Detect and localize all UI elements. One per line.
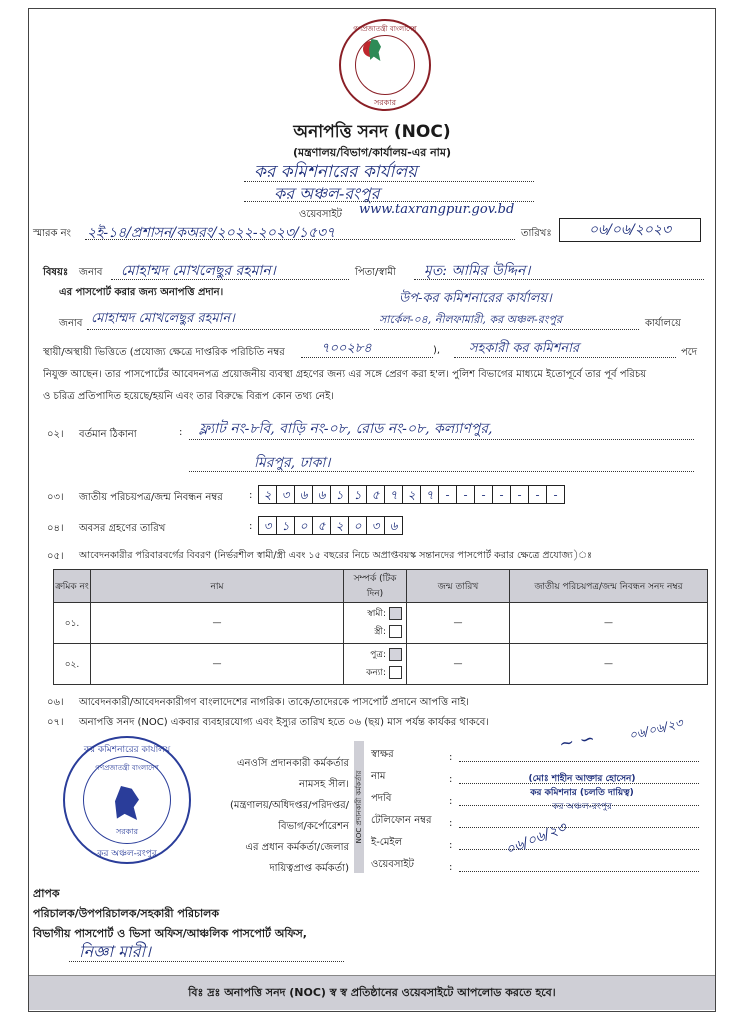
nid-digit: ৭ <box>420 485 439 504</box>
subject-name: মোহাম্মদ মোখলেছুর রহমান। <box>121 263 276 279</box>
nid-boxes <box>259 485 565 504</box>
nid-digit: - <box>510 485 529 504</box>
nid-digit: ৬ <box>294 485 313 504</box>
table-row <box>54 644 708 685</box>
retire-label: অবসর গ্রহণের তারিখ <box>79 523 166 534</box>
nid-digit: ১ <box>348 485 367 504</box>
col-dob: জন্ম তারিখ <box>407 570 510 603</box>
item-04-number: ০৪। <box>47 523 64 534</box>
tax-office-seal-icon <box>63 736 191 864</box>
date-label: তারিখঃ <box>521 228 552 239</box>
retire-digit: ৩ <box>366 516 385 535</box>
field-phone: টেলিফোন নম্বর <box>371 815 432 826</box>
item-07-number: ০৭। <box>47 717 64 728</box>
col-serial: ক্রমিক নং <box>54 570 91 603</box>
field-name: নাম <box>371 771 386 782</box>
cell-nid: — <box>510 603 708 644</box>
post-suffix: পদে <box>681 347 698 358</box>
memo-date: ০৬/০৬/২০২৩ <box>559 218 701 242</box>
recipient-line1: পরিচালক/উপপরিচালক/সহকারী পরিচালক <box>33 907 220 920</box>
wife-checkbox[interactable] <box>389 625 402 638</box>
officer-office-stamp: কর অঞ্চল-রংপুর <box>552 802 612 812</box>
id-prefix: স্থায়ী/অস্থায়ী ভিত্তিতে (প্রযোজ্য ক্ষেত্রে দাপ্তরিক পরিচিতি নম্বর <box>43 347 285 358</box>
nid-digit: ২ <box>402 485 421 504</box>
signature-date: ০৬/০৬/২৩ <box>627 715 685 743</box>
retire-digit: ০ <box>294 516 313 535</box>
body-line4: ও চরিত্র প্রতিপাদিত হয়েছে/হয়নি এবং তার বিরুদ্ধে বিরূপ কোন তথ্য নেই। <box>43 391 334 402</box>
field-post: পদবি <box>371 793 392 804</box>
government-seal-icon <box>339 19 431 111</box>
office-name-line1: কর কমিশনারের কার্যালয় <box>254 162 418 182</box>
officer-description: এনওসি প্রদানকারী কর্মকর্তার নামসহ সীল। (মন্ত্রণালয়/অধিদপ্তর/পরিদপ্তর/ বিভাগ/কর্পোরেশন এর প্রধান কর্মকর্তা/জেলার দায়িত্বপ্রাপ্ত কর্মকর্তা) <box>229 758 349 874</box>
rel-wife-label: স্ত্রী: <box>374 627 386 637</box>
seal-office-text: কর কমিশনারের কার্যালয় <box>83 745 171 755</box>
nid-digit: ৩ <box>276 485 295 504</box>
father-label: পিতা/স্বামী <box>355 267 396 278</box>
item-06-number: ০৬। <box>47 697 64 708</box>
family-table <box>53 569 708 685</box>
subject-purpose: এর পাসপোর্ট করার জন্য অনাপত্তি প্রদান। <box>59 287 224 298</box>
item-02-number: ০২। <box>47 429 64 440</box>
nid-digit: ৫ <box>366 485 385 504</box>
office-suffix: কার্যালয়ে <box>645 318 681 329</box>
office-name-line2: কর অঞ্চল-রংপুর <box>274 184 380 203</box>
retire-digit: ৩ <box>258 516 277 535</box>
officer-name-stamp: (মোঃ শাহীন আক্তার হোসেন) <box>528 774 636 784</box>
item-05-number: ০৫। <box>47 551 64 562</box>
body-line3: নিযুক্ত আছেন। তার পাসপোর্টের আবেদনপত্র প্রয়োজনীয় ব্যবস্থা গ্রহণের জন্য এর সঙ্গে প্রেরণ করা হ'ল। পুলিশ বিভাগের মাধ্যমে ইতোপূর্বে তার পূর্ব পরিচয় <box>43 369 647 380</box>
website-label: ওয়েবসাইট <box>299 209 342 220</box>
nid-digit: - <box>492 485 511 504</box>
husband-checkbox[interactable] <box>389 607 402 620</box>
field-web: ওয়েবসাইট <box>371 859 414 870</box>
cell-name: — <box>91 603 344 644</box>
second-signature: ০৬/০৬/২৩ <box>503 819 569 859</box>
rel-daughter-label: কন্যা: <box>366 668 386 678</box>
office-handwritten-2: সার্কেল-০৪, নীলফামারী, কর অঞ্চল-রংপুর <box>379 313 562 326</box>
body-janab: জনাব <box>59 318 83 329</box>
nid-digit: - <box>456 485 475 504</box>
memo-label: স্মারক নং <box>33 228 71 239</box>
retire-digit: ২ <box>330 516 349 535</box>
daughter-checkbox[interactable] <box>389 666 402 679</box>
cell-dob: — <box>407 644 510 685</box>
seal-sarkar-text: সরকার <box>115 827 138 836</box>
table-row <box>54 603 708 644</box>
nid-digit: ৭ <box>384 485 403 504</box>
nid-digit: ১ <box>330 485 349 504</box>
field-sign: স্বাক্ষর <box>371 749 394 760</box>
nid-digit: - <box>528 485 547 504</box>
col-name: নাম <box>91 570 344 603</box>
memo-value: ২ই-১৪/প্রশাসন/কঅরং/২০২২-২০২৩/১৫৩৭ <box>87 225 336 241</box>
page-title: অনাপত্তি সনদ (NOC) <box>293 122 451 142</box>
officer-post-stamp: কর কমিশনার (চলতি দায়িত্ব) <box>530 788 634 798</box>
retire-digit: ৬ <box>384 516 403 535</box>
nid-digit: ৬ <box>312 485 331 504</box>
nid-digit: ২ <box>258 485 277 504</box>
nid-digit: - <box>474 485 493 504</box>
retire-digit: ৫ <box>312 516 331 535</box>
col-relation: সম্পর্ক (টিক দিন) <box>344 570 407 603</box>
nid-label: জাতীয় পরিচয়পত্র/জন্ম নিবন্ধন নম্বর <box>79 492 223 503</box>
validity-text: অনাপত্তি সনদ (NOC) একবার ব্যবহারযোগ্য এবং ইস্যুর তারিখ হতে ০৬ (ছয়) মাস পর্যন্ত কার্যকর থাকবে। <box>79 717 489 728</box>
col-nid: জাতীয় পরিচয়পত্র/জন্ম নিবন্ধন সনদ নম্বর <box>510 570 708 603</box>
cell-nid: — <box>510 644 708 685</box>
recipient-place: নিজ্ঞা মারী। <box>79 942 151 961</box>
subject-label: বিষয়ঃ <box>43 267 69 278</box>
retire-digit: ০ <box>348 516 367 535</box>
recipient-line2: বিভাগীয় পাসপোর্ট ও ভিসা অফিস/আঞ্চলিক পাসপোর্ট অফিস, <box>33 927 307 940</box>
rel-husband-label: স্বামী: <box>367 609 386 619</box>
family-label: আবেদনকারীর পরিবারবর্গের বিবরণ (নির্ভরশীল স্বামী/স্ত্রী এবং ১৫ বছরের নিচে অপ্রাপ্তবয়স্ক সন্তানদের পাসপোর্ট করার ক্ষেত্রে প্রযোজ্য)ঃ <box>79 550 593 561</box>
cell-serial: ০১. <box>54 603 91 644</box>
address-label: বর্তমান ঠিকানা <box>79 429 137 440</box>
retire-digit: ১ <box>276 516 295 535</box>
father-name: মৃত: আমির উদ্দিন। <box>424 263 531 279</box>
recipient-label: প্রাপক <box>33 887 60 900</box>
address-line2: মিরপুর, ঢাকা। <box>254 455 331 471</box>
citizen-text: আবেদনকারী/আবেদনকারীগণ বাংলাদেশের নাগরিক। তাকে/তাদেরকে পাসপোর্ট প্রদানে আপত্তি নাই। <box>79 697 470 708</box>
id-number: ৭০০২৮৪ <box>321 341 372 356</box>
page-subtitle: (মন্ত্রণালয়/বিভাগ/কার্যালয়-এর নাম) <box>293 146 451 159</box>
office-handwritten-1: উপ-কর কমিশনারের কার্যালয়। <box>399 291 552 306</box>
address-line1: ফ্ল্যাট নং-৮বি, বাড়ি নং-০৮, রোড নং-০৮, কল্যাণপুর, <box>199 421 493 437</box>
noc-form-page: গণপ্রজাতন্ত্রী বাংলাদেশ সরকার অনাপত্তি সনদ (NOC) (মন্ত্রণালয়/বিভাগ/কার্যালয়-এর নাম) কর কমিশনারের কার্যালয় কর অঞ্চল-রংপুর ওয়েবসাইট www.taxrangpur.gov.bd স্মারক নং ২ই-১৪/প্রশাসন/কঅরং/২০২২-২০২৩/১৫৩৭ তারিখঃ ০৬/০৬/২০২৩ বিষয়ঃ জনাব মোহাম্মদ মোখলেছুর রহমান। পিতা/স্বামী মৃত: আমির উদ্দিন। এর পাসপোর্ট করার জন্য অনাপত্তি প্রদান। উপ-কর কমিশনারের কার্যালয়। জনাব মোহাম্মদ মোখলেছুর রহমান। সার্কেল-০৪, নীলফামারী, কর অঞ্চল-রংপুর কার্যালয়ে স্থায়ী/অস্থায়ী ভিত্তিতে (প্রযোজ্য ক্ষেত্রে দাপ্তরিক পরিচিতি নম্বর ৭০০২৮৪ ), সহকারী কর কমিশনার পদে নিযুক্ত আছেন। তার পাসপোর্টের আবেদনপত্র প্রয়োজনীয় ব্যবস্থা গ্রহণের জন্য এর সঙ্গে প্রেরণ করা হ'ল। পুলিশ বিভাগের মাধ্যমে ইতোপূর্বে তার পূর্ব পরিচয় ও চরিত্র প্রতিপাদিত হয়েছে/হয়নি এবং তার বিরুদ্ধে বিরূপ কোন তথ্য নেই। ০২। বর্তমান ঠিকানা : ফ্ল্যাট নং-৮বি, বাড়ি নং-০৮, রোড নং-০৮, কল্যাণপুর, মিরপুর, ঢাকা। ০৩। জাতীয় পরিচয়পত্র/জন্ম নিবন্ধন নম্বর : ২ ৩ ৬ ৬ ১ ১ ৫ ৭ ২ ৭ - - - - - - - ০৪। অবসর গ্রহণের তারিখ : ৩ ১ ০ ৫ ২ ০ ৩ ৬ ০৫। আবেদনকারীর পরিবারবর্গের বিবরণ (নির্ভরশীল স্বামী/স্ত্রী এবং ১৫ বছরের নিচে অপ্রাপ্তবয়স্ক সন্তানদের পাসপোর্ট করার ক্ষেত্রে প্রযোজ্য)ঃ ক্রমিক নং নাম সম্পর্ক (টিক দিন) জন্ম তারিখ জাতীয় পরিচয়পত্র/জন্ম নিবন্ধন সনদ নম্বর ০১. — স্বামী: স্ত্রী: — — ০২. — পুত্র: কন্যা: — — ০৬। আবেদনকারী/আবেদনকারীগণ বাংলাদেশের নাগরিক। তাকে/তাদেরকে পাসপোর্ট প্রদানে আপত্তি নাই। ০৭। অনাপত্তি সনদ (NOC) একবার ব্যবহারযোগ্য এবং ইস্যুর তারিখ হতে ০৬ (ছয়) মাস পর্যন্ত কার্যকর থাকবে। কর কমিশনারের কার্যালয় গণপ্রজাতন্ত্রী বাংলাদেশ সরকার কর অঞ্চল-রংপুর এনওসি প্রদানকারী কর্মকর্তার নামসহ সীল। (মন্ত্রণালয়/অধিদপ্তর/পরিদপ্তর/ বিভাগ/কর্পোরেশন এর প্রধান কর্মকর্তা/জেলার দায়িত্বপ্রাপ্ত কর্মকর্তা) NOC প্রদানকারী কর্মকর্তার স্বাক্ষর নাম পদবি টেলিফোন নম্বর ই-মেইল ওয়েবসাইট : : : : : : ~ ∽ ০৬/০৬/২৩ (মোঃ শাহীন আক্তার হোসেন) কর কমিশনার (চলতি দায়িত্ব) কর অঞ্চল-রংপুর ০৬/০৬/২৩ প্রাপক পরিচালক/উপপরিচালক/সহকারী পরিচালক বিভাগীয় পাসপোর্ট ও ভিসা অফিস/আঞ্চলিক পাসপোর্ট অফিস, নিজ্ঞা মারী। বিঃ দ্রঃ অনাপত্তি সনদ (NOC) স্ব স্ব প্রতিষ্ঠানের ওয়েবসাইটে আপলোড করতে হবে। <box>28 8 716 1012</box>
body-name: মোহাম্মদ মোখলেছুর রহমান। <box>91 311 235 326</box>
seal-country-text: গণপ্রজাতন্ত্রী বাংলাদেশ <box>95 764 159 772</box>
footer-note: বিঃ দ্রঃ অনাপত্তি সনদ (NOC) স্ব স্ব প্রতিষ্ঠানের ওয়েবসাইটে আপলোড করতে হবে। <box>29 975 715 1010</box>
item-03-number: ০৩। <box>47 492 64 503</box>
nid-digit: - <box>546 485 565 504</box>
rel-son-label: পুত্র: <box>370 650 386 660</box>
noc-officer-band: NOC প্রদানকারী কর্মকর্তার <box>354 741 364 873</box>
subject-janab: জনাব <box>79 267 103 278</box>
nid-digit: - <box>438 485 457 504</box>
cell-serial: ০২. <box>54 644 91 685</box>
website-value: www.taxrangpur.gov.bd <box>359 202 515 217</box>
retire-date-boxes <box>259 516 403 535</box>
field-email: ই-মেইল <box>371 837 403 848</box>
seal-text-bottom: সরকার <box>373 98 396 107</box>
son-checkbox[interactable] <box>389 648 402 661</box>
cell-name: — <box>91 644 344 685</box>
seal-zone-text: কর অঞ্চল-রংপুর <box>97 849 157 859</box>
designation: সহকারী কর কমিশনার <box>469 341 580 356</box>
seal-text-top: গণপ্রজাতন্ত্রী বাংলাদেশ <box>353 25 417 33</box>
cell-dob: — <box>407 603 510 644</box>
signature-mark: ~ ∽ <box>557 728 597 755</box>
